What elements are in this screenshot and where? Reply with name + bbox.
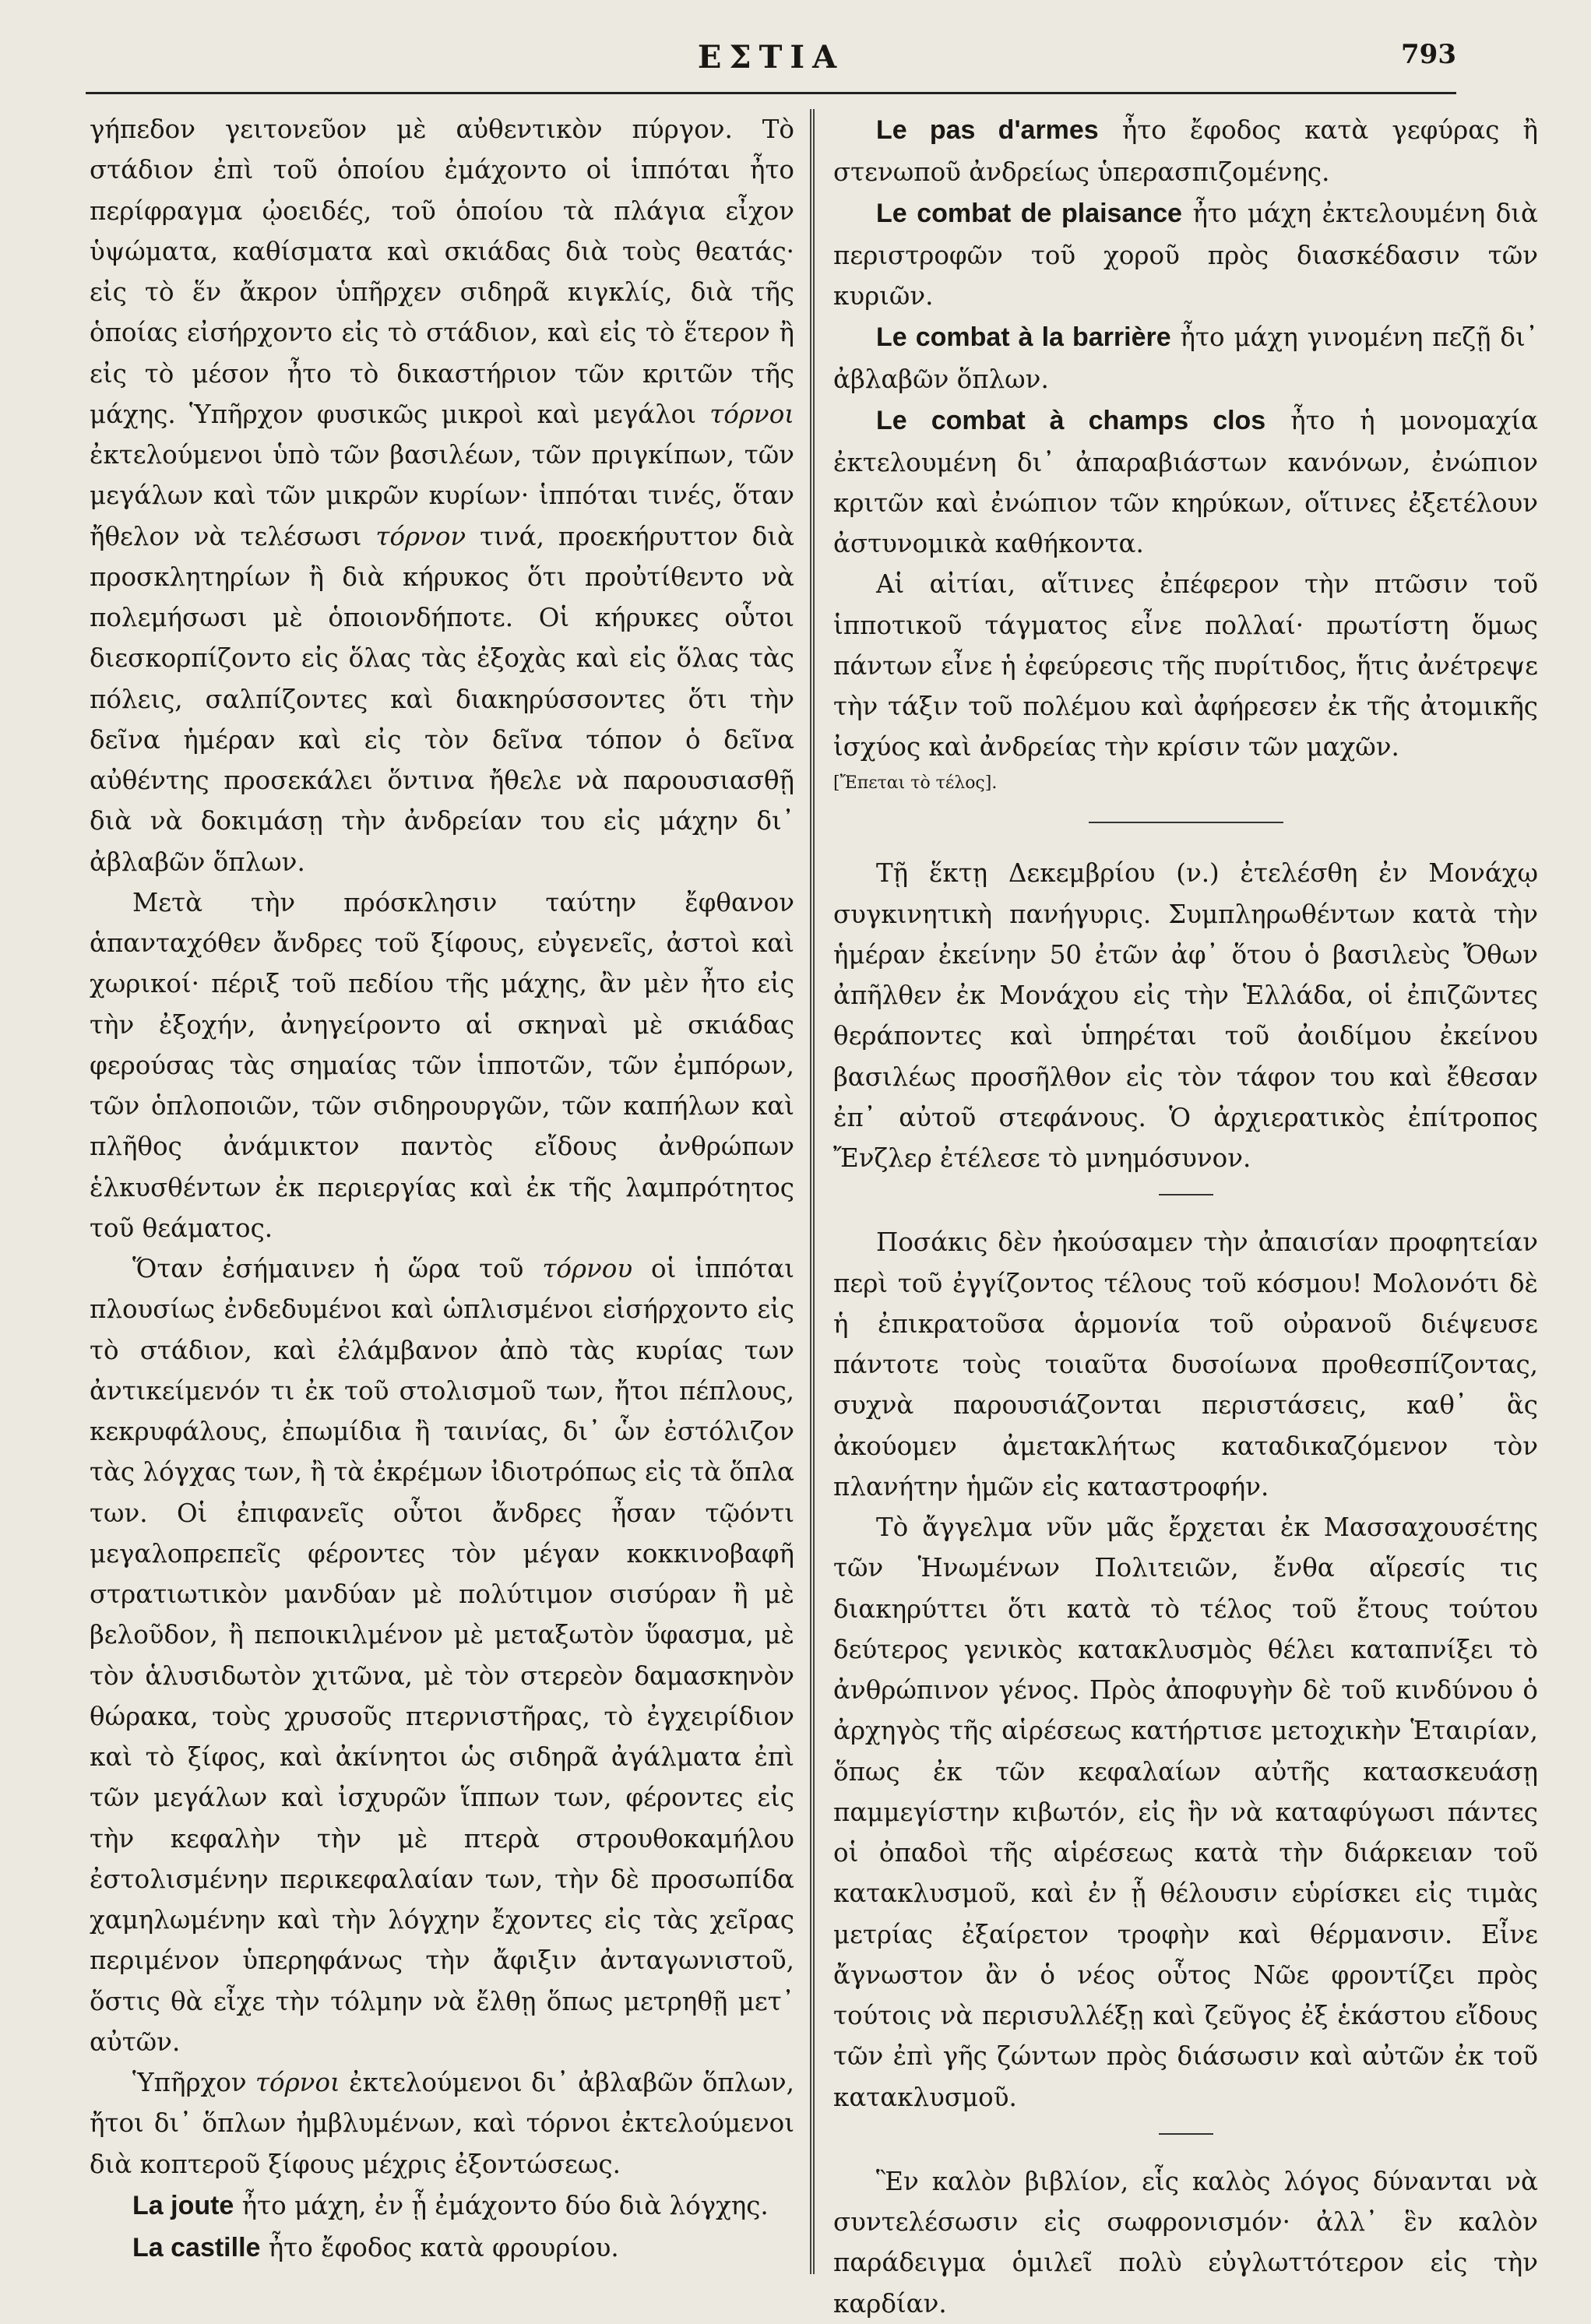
paragraph: Τὸ ἄγγελμα νῦν μᾶς ἔρχεται ἐκ Μασσαχουσέτης τῶν Ἡνωμένων Πολιτειῶν, ἔνθα αἵρεσίς τις διακηρύττει ὅτι κατὰ τὸ τέλος τοῦ ἔτους τούτου δεύτερος γενικὸς κατακλυσμὸς θέλει καταπνίξει τὸ ἀνθρώπινον γένος. Πρὸς ἀποφυγὴν δὲ τοῦ κινδύνου ὁ ἀρχηγὸς τῆς αἱρέσεως κατήρτισε μετοχικὴν Ἑταιρίαν, ὅπως ἐκ τῶν κεφαλαίων αὐτῆς κατασκευάσῃ παμμεγίστην κιβωτόν, εἰς ἣν νὰ καταφύγωσι πάντες οἱ ὀπαδοὶ τῆς αἱρέσεως κατὰ τὴν διάρκειαν τοῦ κατακλυσμοῦ, καὶ ἐν ᾗ θέλουσιν εὑρίσκει εἰς τιμὰς μετρίας ἐξαίρετον τροφὴν καὶ θέρμανσιν. Εἶνε ἄγνωστον ἂν ὁ νέος οὗτος Νῶε φροντίζει πρὸς τούτοις νὰ περισυλλέξῃ καὶ ζεῦγος ἐξ ἑκάστου εἴδους τῶν ἐπὶ γῆς ζώντων πρὸς διάσωσιν καὶ αὐτῶν ἐκ τοῦ κατακλυσμοῦ. <box>833 1512 1538 2112</box>
paragraph: Ποσάκις δὲν ἠκούσαμεν τὴν ἀπαισίαν προφητείαν περὶ τοῦ ἐγγίζοντος τέλους τοῦ κόσμου! Μολονότι δὲ ἡ ἐπικρατοῦσα ἁρμονία τοῦ οὐρανοῦ διέψευσε πάντοτε τοὺς τοιαῦτα δυσοίωνα προθεσπίζοντας, συχνὰ παρουσιάζονται περιστάσεις, καθ᾽ ἃς ἀκούομεν ἀμετακλήτως καταδικαζόμενον τὸν πλανήτην ἡμῶν εἰς καταστροφήν. <box>833 1227 1538 1502</box>
paragraph-text: Ὑπῆρχον <box>132 2068 247 2097</box>
definition-text: ἦτο μάχη γινομένη πεζῇ δι᾽ ἀβλαβῶν ὅπλων. <box>833 322 1538 394</box>
italic-term: τόρνοι <box>709 399 795 429</box>
paragraph-text: τινά, προεκήρυττον διὰ προσκλητηρίων ἢ διὰ κήρυκος ὅτι προὐτίθεντο νὰ πολεμήσωσι μὲ ὁποιονδήποτε. Οἱ κήρυκες οὗτοι διεσκορπίζοντο εἰς ὅλας τὰς ἐξοχὰς καὶ εἰς ὅλας τὰς πόλεις, σαλπίζοντες καὶ διακηρύσσοντες ὅτι τὴν δεῖνα ἡμέραν καὶ εἰς τὸν δεῖνα τόπον ὁ δεῖνα αὐθέντης προσεκάλει ὅντινα ἤθελε νὰ παρουσιασθῇ διὰ νὰ δοκιμάσῃ τὴν ἀνδρείαν του εἰς μάχην δι᾽ ἀβλαβῶν ὅπλων. <box>90 521 794 877</box>
definition-text: ἦτο ἡ μονομαχία ἐκτελουμένη δι᾽ ἀπαραβιάστων κανόνων, ἐνώπιον κριτῶν καὶ ἐνώπιον τῶν κηρύκων, οἵτινες ἐξετέλουν ἀστυνομικὰ καθήκοντα. <box>833 406 1538 559</box>
definition-text: ἦτο ἔφοδος κατὰ φρουρίου. <box>268 2233 619 2263</box>
paragraph <box>90 1248 794 2062</box>
definition-text: ἦτο ἔφοδος κατὰ γεφύρας ἢ στενωποῦ ἀνδρείως ὑπερασπιζομένης. <box>833 115 1538 187</box>
definition-entry <box>833 109 1538 192</box>
paragraph-text: γήπεδον γειτονεῦον μὲ αὐθεντικὸν πύργον. Τὸ στάδιον ἐπὶ τοῦ ὁποίου ἐμάχοντο οἱ ἱππόται ἦτο περίφραγμα ᾠοειδές, τοῦ ὁποίου τὰ πλάγια εἶχον ὑψώματα, καθίσματα καὶ σκιάδας διὰ τοὺς θεατάς· εἰς τὸ ἕν ἄκρον ὑπῆρχεν σιδηρᾶ κιγκλίς, διὰ τῆς ὁποίας εἰσήρχοντο εἰς τὸ στάδιον, καὶ εἰς τὸ ἕτερον ἢ εἰς τὸ μέσον ἦτο τὸ δικαστήριον τῶν κριτῶν τῆς μάχης. Ὑπῆρχον φυσικῶς μικροὶ καὶ μεγάλοι <box>90 114 794 429</box>
paragraph: Μετὰ τὴν πρόσκλησιν ταύτην ἔφθανον ἁπανταχόθεν ἄνδρες τοῦ ξίφους, εὐγενεῖς, ἀστοὶ καὶ χωρικοί· πέριξ τοῦ πεδίου τῆς μάχης, ἂν μὲν ἦτο εἰς τὴν ἐξοχήν, ἀνηγείροντο αἱ σκηναὶ μὲ σκιάδας φερούσας τὰς σημαίας τῶν ἱπποτῶν, τῶν ἐμπόρων, τῶν ὁπλοποιῶν, τῶν σιδηρουργῶν, τῶν καπήλων καὶ πλῆθος ἀνάμικτον παντὸς εἴδους ἀνθρώπων ἑλκυσθέντων ἐκ περιεργίας καὶ ἐκ τῆς λαμπρότητος τοῦ θεάματος. <box>90 887 794 1243</box>
continuation-note: [Ἔπεται τὸ τέλος]. <box>833 773 998 793</box>
italic-term: τόρνου <box>542 1254 633 1283</box>
page-header <box>86 31 1456 93</box>
paragraph: Τῇ ἕκτῃ Δεκεμβρίου (ν.) ἐτελέσθη ἐν Μονάχῳ συγκινητικὴ πανήγυρις. Συμπληρωθέντων κατὰ τὴν ἡμέραν ἐκείνην 50 ἐτῶν ἀφ᾽ ὅτου ὁ βασιλεὺς Ὄθων ἀπῆλθεν ἐκ Μονάχου εἰς τὴν Ἑλλάδα, οἱ ἐπιζῶντες θεράποντες καὶ ὑπηρέται τοῦ ἀοιδίμου ἐκείνου βασιλέως προσῆλθον εἰς τὸν τάφον του καὶ ἔθεσαν ἐπ᾽ αὐτοῦ στεφάνους. Ὁ ἀρχιερατικὸς ἐπίτροπος Ἔνζλερ ἐτέλεσε τὸ μνημόσυνον. <box>833 858 1538 1174</box>
definition-text: ἦτο μάχη ἐκτελουμένη διὰ περιστροφῶν τοῦ χοροῦ πρὸς διασκέδασιν τῶν κυριῶν. <box>833 198 1538 311</box>
page-number: 793 <box>1401 39 1456 70</box>
paragraph-text: ἐκτελούμενοι δι᾽ ἀβλαβῶν ὅπλων, ἤτοι δι᾽ ὅπλων ἠμβλυμένων, καὶ τόρνοι ἐκτελούμενοι διὰ κοπτεροῦ ξίφους μέχρις ἐξοντώσεως. <box>90 2068 794 2179</box>
definition-entry <box>833 192 1538 316</box>
journal-title: ΕΣΤΙΑ <box>697 39 845 76</box>
item-separator <box>1159 2133 1213 2135</box>
paragraph: Αἱ αἰτίαι, αἵτινες ἐπέφερον τὴν πτῶσιν τοῦ ἱπποτικοῦ τάγματος εἶνε πολλαί· πρωτίστη ὅμως πάντων εἶνε ἡ ἐφεύρεσις τῆς πυρίτιδος, ἥτις ἀνέτρεψε τὴν τάξιν τοῦ πολέμου καὶ ἀφήρεσεν ἐκ τῆς ἀτομικῆς ἰσχύος καὶ ἀνδρείας τὴν κρίσιν τῶν μαχῶν. <box>833 569 1538 762</box>
section-separator <box>1089 822 1283 823</box>
french-term: Le combat à champs clos <box>876 406 1266 436</box>
definition-entry <box>90 2227 794 2269</box>
italic-term: τόρνον <box>375 521 466 551</box>
paragraph-text: Ὅταν ἐσήμαινεν ἡ ὥρα τοῦ <box>132 1254 524 1283</box>
paragraph-text: οἱ ἱππόται πλουσίως ἐνδεδυμένοι καὶ ὡπλισμένοι εἰσήρχοντο εἰς τὸ στάδιον, καὶ ἐλάμβανον ἀπὸ τὰς κυρίας των ἀντικείμενόν τι ἐκ τοῦ στολισμοῦ των, ἤτοι πέπλους, κεκρυφάλους, ἐπωμίδια ἢ ταινίας, δι᾽ ὧν ἐστόλιζον τὰς λόγχας των, ἢ τὰ ἐκρέμων ἰδιοτρόπως εἰς τὰ ὅπλα των. Οἱ ἐπιφανεῖς οὗτοι ἄνδρες ἦσαν τῷόντι μεγαλοπρεπεῖς φέροντες τὸν μέγαν κοκκινοβαφῆ στρατιωτικὸν μανδύαν μὲ πολύτιμον σισύραν ἢ μὲ βελοῦδον, ἢ πεποικιλμένον μὲ μεταξωτὸν ὕφασμα, μὲ τὸν ἁλυσιδωτὸν χιτῶνα, μὲ τὸν στερεὸν δαμασκηνὸν θώρακα, τοὺς χρυσοῦς πτερνιστῆρας, τὸ ἐγχειρίδιον καὶ τὸ ξίφος, καὶ ἀκίνητοι ὡς σιδηρᾶ ἀγάλματα ἐπὶ τῶν μεγάλων καὶ ἰσχυρῶν ἵππων των, φέροντες εἰς τὴν κεφαλὴν τὴν μὲ πτερὰ στρουθοκαμήλου ἐστολισμένην περικεφαλαίαν των, τὴν δὲ προσωπίδα χαμηλωμένην καὶ τὴν λόγχην ἔχοντες εἰς τὰς χεῖρας περιμένον ὑπερηφάνως τὴν ἄφιξιν ἀνταγωνιστοῦ, ὅστις θὰ εἶχε τὴν τόλμην νὰ ἔλθῃ ὅπως μετρηθῇ μετ᾽ αὐτῶν. <box>90 1254 794 2057</box>
french-term: Le pas d'armes <box>876 115 1099 145</box>
definition-entry <box>90 2185 794 2227</box>
paragraph-text: ἐκτελούμενοι ὑπὸ τῶν βασιλέων, τῶν πριγκίπων, τῶν μεγάλων καὶ τῶν μικρῶν κυρίων· ἱππόται τινές, ὅταν ἤθελον νὰ τελέσωσι <box>90 440 794 551</box>
paragraph <box>90 2062 794 2185</box>
italic-term: τόρνοι <box>255 2068 340 2097</box>
left-column <box>90 109 794 2282</box>
french-term: La joute <box>132 2190 234 2220</box>
definition-entry <box>833 400 1538 564</box>
paragraph <box>90 109 794 882</box>
definition-entry <box>833 316 1538 400</box>
item-separator <box>1159 1194 1213 1195</box>
header-rule <box>86 92 1456 94</box>
column-divider <box>810 109 815 2274</box>
french-term: Le combat de plaisance <box>876 198 1182 228</box>
definition-text: ἦτο μάχη, ἐν ᾗ ἐμάχοντο δύο διὰ λόγχης. <box>241 2190 769 2220</box>
right-column <box>833 109 1538 2319</box>
french-term: Le combat à la barrière <box>876 322 1171 353</box>
paragraph: Ἓν καλὸν βιβλίον, εἷς καλὸς λόγος δύνανται νὰ συντελέσωσιν εἰς σωφρονισμόν· ἀλλ᾽ ἓν καλὸν παράδειγμα ὁμιλεῖ πολὺ εὐγλωττότερον εἰς τὴν καρδίαν. <box>833 2166 1538 2319</box>
french-term: La castille <box>132 2233 261 2263</box>
